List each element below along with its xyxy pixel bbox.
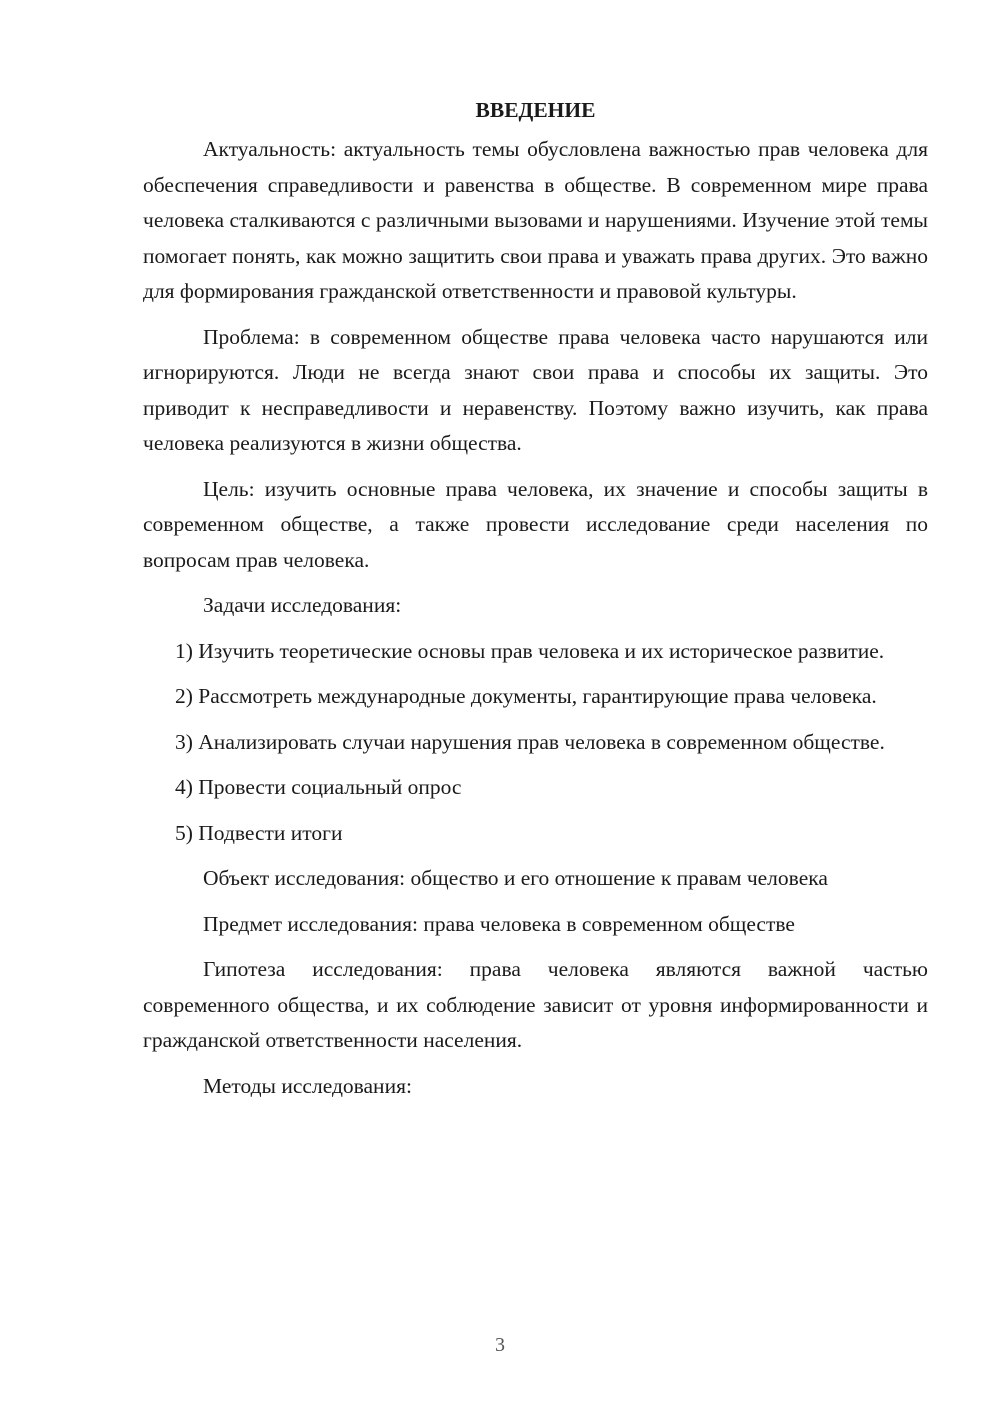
relevance-paragraph: Актуальность: актуальность темы обусловлена важностью прав человека для обеспечения справедливости и равенства в обществе. В современном мире права человека сталкиваются с различными вызовами и нарушениями. Изучение этой темы помогает понять, как можно защитить свои права и уважать права других. Это важно для формирования гражданской ответственности и правовой культуры. [143,137,928,303]
methods-heading: Методы исследования: [203,1073,412,1098]
page-number: 3 [495,1334,505,1356]
object-paragraph: Объект исследования: общество и его отношение к правам человека [203,866,828,890]
tasks-list [143,634,928,852]
subject-paragraph: Предмет исследования: права человека в современном обществе [203,911,795,936]
problem-paragraph: Проблема: в современном обществе права человека часто нарушаются или игнорируются. Люди не всегда знают свои права и способы их защиты. Это приводит к несправедливости и неравенству. Поэтому важно изучить, как права человека реализуются в жизни общества. [143,324,928,455]
task-item: 4) Провести социальный опрос [175,775,462,799]
task-item: 5) Подвести итоги [175,820,343,845]
task-item: 1) Изучить теоретические основы прав человека и их историческое развитие. [175,638,885,663]
task-item: 2) Рассмотреть международные документы, гарантирующие права человека. [175,684,877,708]
task-item: 3) Анализировать случаи нарушения прав человека в современном обществе. [175,729,885,754]
document-page [143,92,928,1104]
document-title: ВВЕДЕНИЕ [475,98,596,122]
tasks-heading: Задачи исследования: [203,593,402,617]
goal-paragraph: Цель: изучить основные права человека, их значение и способы защиты в современном обществе, а также провести исследование среди населения по вопросам прав человека. [143,476,928,572]
hypothesis-paragraph: Гипотеза исследования: права человека являются важной частью современного общества, и их соблюдение зависит от уровня информированности и гражданской ответственности населения. [143,957,928,1052]
